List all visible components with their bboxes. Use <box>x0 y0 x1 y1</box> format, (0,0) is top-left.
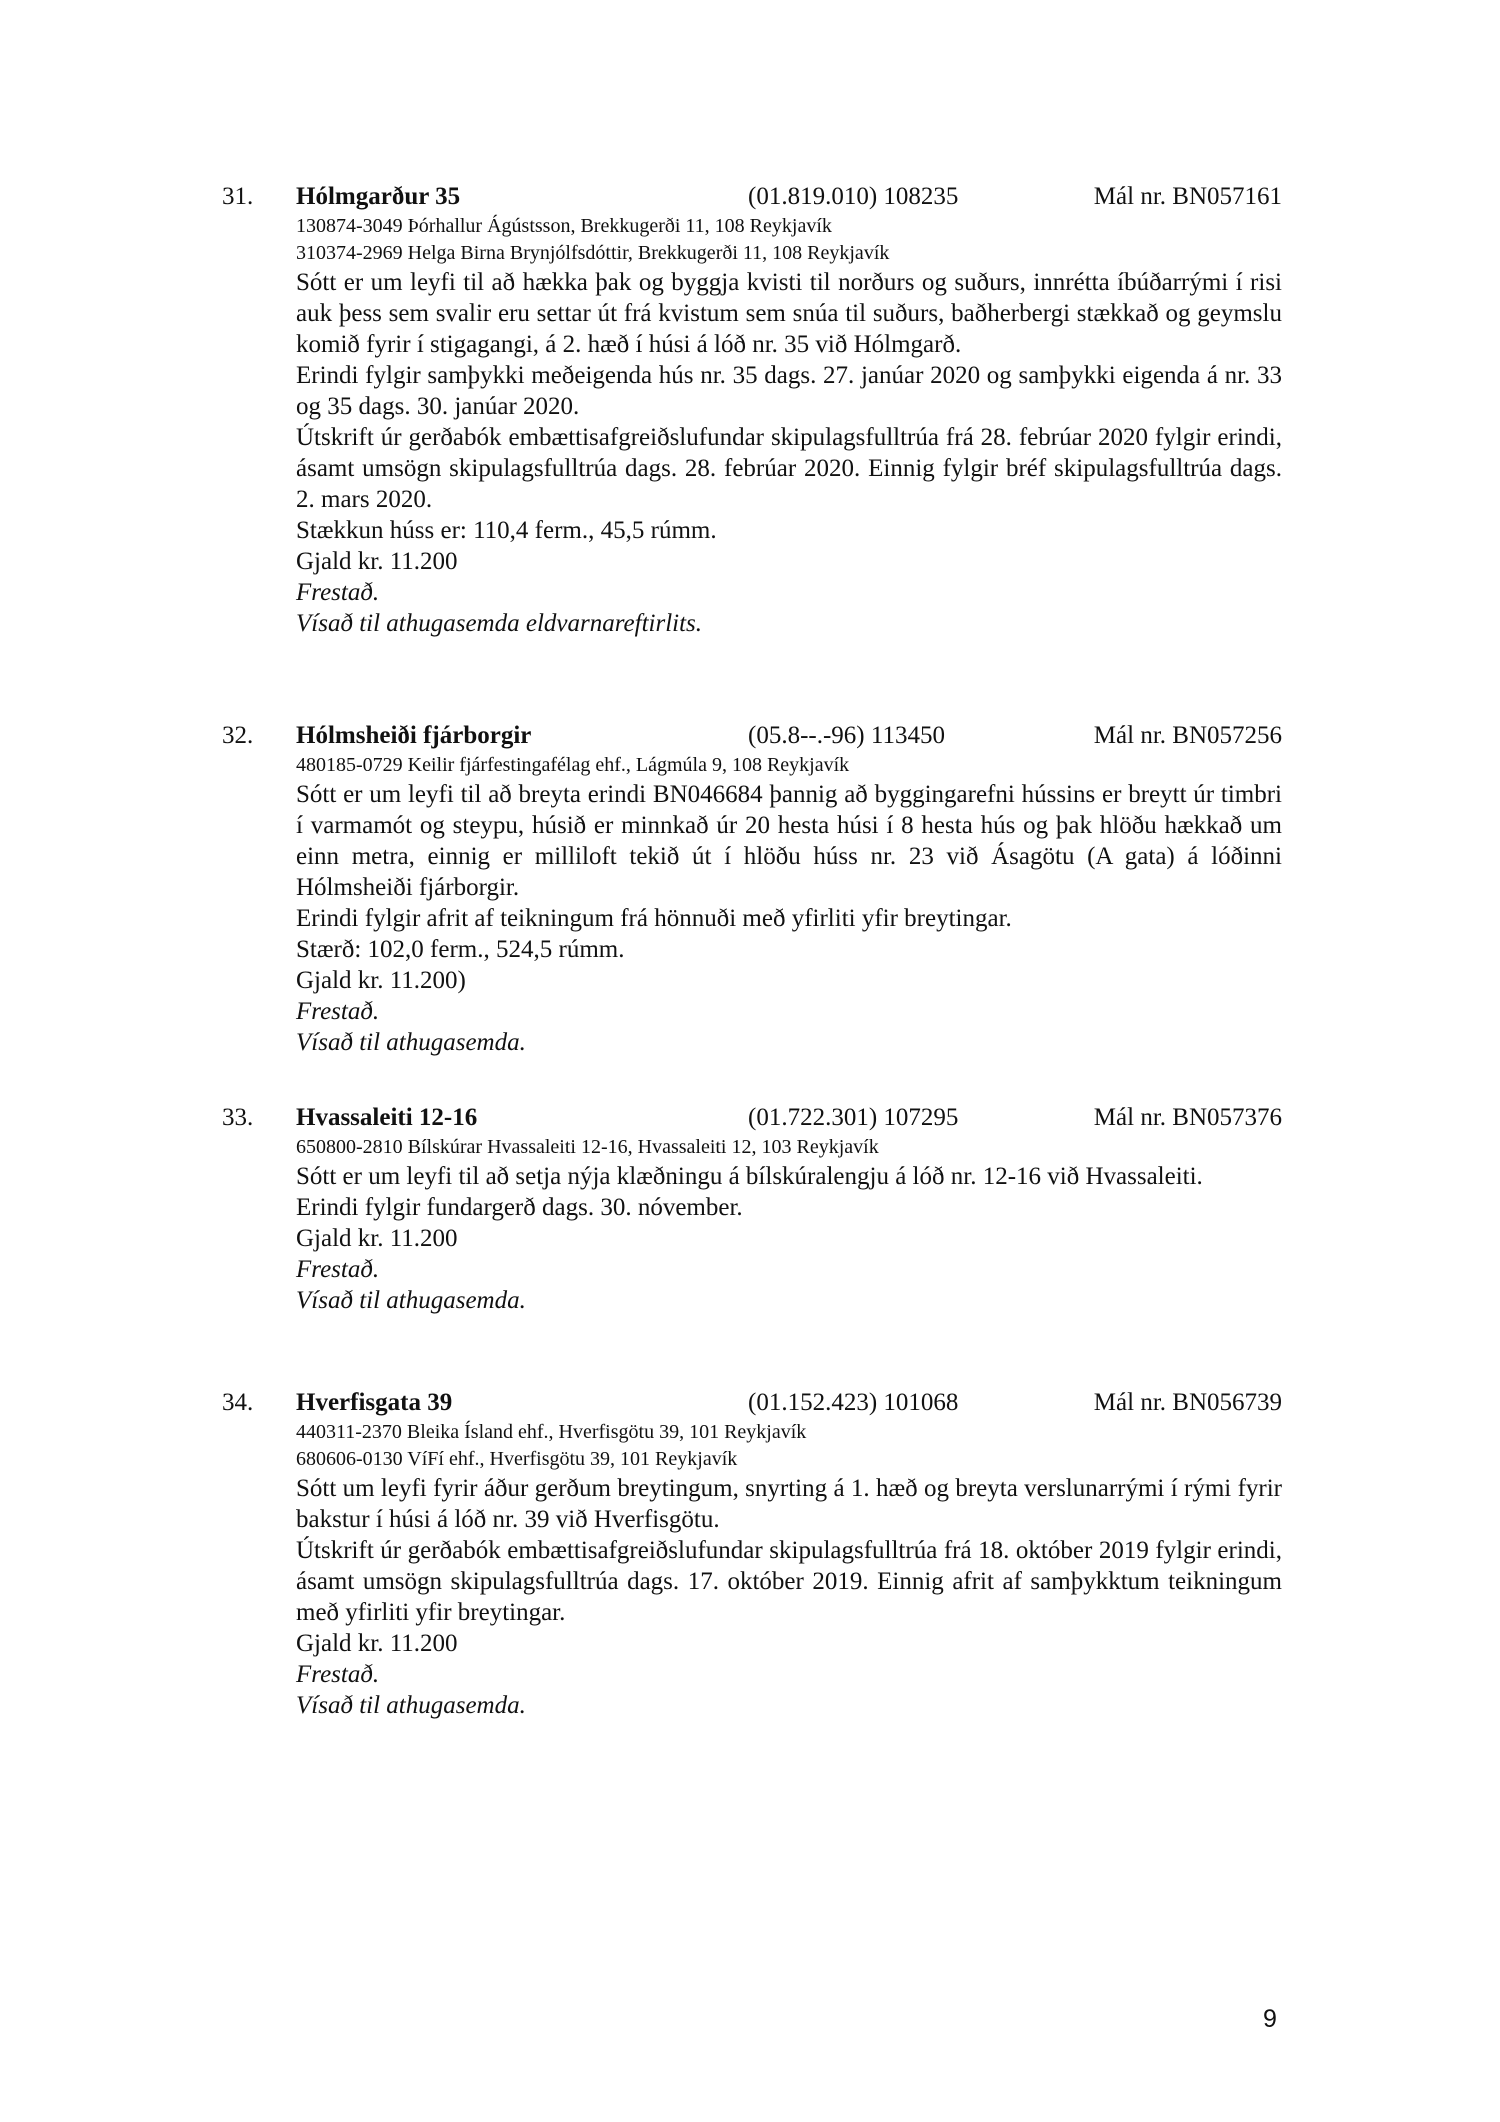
applicant: 440311-2370 Bleika Ísland ehf., Hverfisgötu 39, 101 Reykjavík <box>296 1421 807 1443</box>
case-note: Erindi fylgir fundargerð dags. 30. nóvember. <box>296 1194 743 1221</box>
case-mal-number: Mál nr. BN057376 <box>1093 1104 1282 1131</box>
case-size: Stækkun húss er: 110,4 ferm., 45,5 rúmm. <box>296 517 717 544</box>
case-title: Hvassaleiti 12-16 <box>296 1104 478 1131</box>
case-mal-number: Mál nr. BN057256 <box>1093 722 1282 749</box>
applicant: 130874-3049 Þórhallur Ágústsson, Brekkugerði 11, 108 Reykjavík <box>296 215 832 237</box>
case-header <box>222 720 1282 752</box>
case-body <box>296 213 1282 639</box>
case-header <box>222 1102 1282 1134</box>
case-referral: Vísað til athugasemda eldvarnareftirlits. <box>296 610 703 637</box>
case-referral: Vísað til athugasemda. <box>296 1029 526 1056</box>
case-code: (05.8--.-96) 113450 <box>748 722 945 749</box>
case-description: Sótt er um leyfi til að breyta erindi BN046684 þannig að byggingarefni hússins er breytt úr timbri í varmamót og steypu, húsið er minnkað úr 20 hesta húsi í 8 hesta hús og þak hlöðu hækkað um einn metra, einnig er milliloft tekið út í hlöðu húss nr. 23 við Ásagötu (A gata) á lóðinni Hólmsheiði fjárborgir. <box>296 781 1282 901</box>
applicant: 480185-0729 Keilir fjárfestingafélag ehf., Lágmúla 9, 108 Reykjavík <box>296 754 850 776</box>
case-mal-number: Mál nr. BN056739 <box>1093 1389 1282 1416</box>
case-fee: Gjald kr. 11.200) <box>296 967 466 994</box>
applicant: 680606-0130 VíFí ehf., Hverfisgötu 39, 101 Reykjavík <box>296 1448 738 1470</box>
case-34 <box>222 1387 1282 1721</box>
case-code: (01.819.010) 108235 <box>748 183 959 210</box>
case-number: 32. <box>222 722 254 749</box>
case-description: Sótt um leyfi fyrir áður gerðum breytingum, snyrting á 1. hæð og breyta verslunarrými í rými fyrir bakstur í húsi á lóð nr. 39 við Hverfisgötu. <box>296 1475 1282 1533</box>
case-size: Stærð: 102,0 ferm., 524,5 rúmm. <box>296 936 625 963</box>
case-body <box>296 1419 1282 1721</box>
case-decision: Frestað. <box>296 579 380 606</box>
case-note: Útskrift úr gerðabók embættisafgreiðslufundar skipulagsfulltrúa frá 18. október 2019 fylgir erindi, ásamt umsögn skipulagsfulltrúa dags. 17. október 2019. Einnig afrit af samþykktum teikningum með yfirliti yfir breytingar. <box>296 1537 1282 1626</box>
case-body <box>296 752 1282 1058</box>
case-31 <box>222 181 1282 639</box>
case-number: 34. <box>222 1389 254 1416</box>
case-header <box>222 181 1282 213</box>
case-body <box>296 1134 1282 1316</box>
case-description: Sótt er um leyfi til að hækka þak og byggja kvisti til norðurs og suðurs, innrétta íbúðarrými í risi auk þess sem svalir eru settar út frá kvistum sem snúa til suðurs, baðherbergi stækkað og geymslu komið fyrir í stigagangi, á 2. hæð í húsi á lóð nr. 35 við Hólmgarð. <box>296 269 1282 358</box>
case-referral: Vísað til athugasemda. <box>296 1287 526 1314</box>
case-code: (01.152.423) 101068 <box>748 1389 959 1416</box>
case-decision: Frestað. <box>296 1661 380 1688</box>
case-fee: Gjald kr. 11.200 <box>296 1225 458 1252</box>
case-code: (01.722.301) 107295 <box>748 1104 959 1131</box>
case-fee: Gjald kr. 11.200 <box>296 1630 458 1657</box>
case-description: Sótt er um leyfi til að setja nýja klæðningu á bílskúralengju á lóð nr. 12-16 við Hvassaleiti. <box>296 1163 1203 1190</box>
case-decision: Frestað. <box>296 1256 380 1283</box>
case-fee: Gjald kr. 11.200 <box>296 548 458 575</box>
case-title: Hólmsheiði fjárborgir <box>296 722 532 749</box>
case-title: Hólmgarður 35 <box>296 183 461 210</box>
applicant: 650800-2810 Bílskúrar Hvassaleiti 12-16, Hvassaleiti 12, 103 Reykjavík <box>296 1136 879 1158</box>
case-number: 31. <box>222 183 254 210</box>
case-33 <box>222 1102 1282 1316</box>
case-referral: Vísað til athugasemda. <box>296 1692 526 1719</box>
case-note: Útskrift úr gerðabók embættisafgreiðslufundar skipulagsfulltrúa frá 28. febrúar 2020 fylgir erindi, ásamt umsögn skipulagsfulltrúa dags. 28. febrúar 2020. Einnig fylgir bréf skipulagsfulltrúa dags. 2. mars 2020. <box>296 424 1282 513</box>
page-number: 9 <box>1263 2005 1277 2033</box>
case-note: Erindi fylgir samþykki meðeigenda hús nr. 35 dags. 27. janúar 2020 og samþykki eigenda á nr. 33 og 35 dags. 30. janúar 2020. <box>296 362 1282 420</box>
applicant: 310374-2969 Helga Birna Brynjólfsdóttir, Brekkugerði 11, 108 Reykjavík <box>296 242 890 264</box>
case-header <box>222 1387 1282 1419</box>
case-title: Hverfisgata 39 <box>296 1389 453 1416</box>
case-number: 33. <box>222 1104 254 1131</box>
case-mal-number: Mál nr. BN057161 <box>1093 183 1282 210</box>
case-32 <box>222 720 1282 1058</box>
case-decision: Frestað. <box>296 998 380 1025</box>
case-note: Erindi fylgir afrit af teikningum frá hönnuði með yfirliti yfir breytingar. <box>296 905 1012 932</box>
